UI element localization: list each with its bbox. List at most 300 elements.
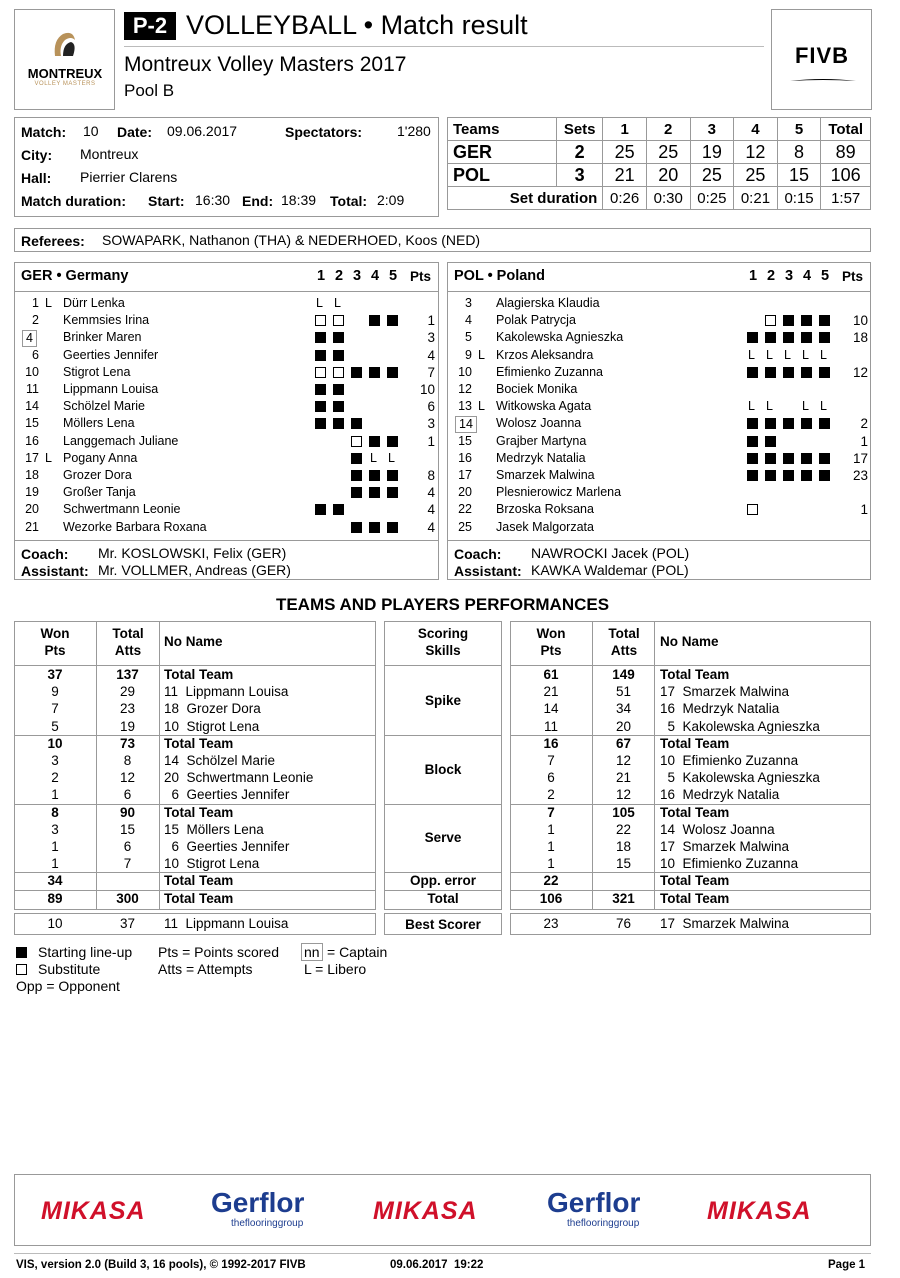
result-cell: 25 [603, 141, 647, 164]
result-head-total: Total [821, 118, 871, 141]
total-label: Total [427, 890, 459, 906]
perf-total: 7 [123, 856, 132, 872]
player-row [15, 347, 435, 364]
player-row [15, 295, 435, 312]
libero-set-mark: L [802, 347, 809, 362]
player-name: Großer Tanja [63, 485, 136, 500]
perf-right-head-won: Won Pts [536, 626, 566, 658]
player-row [15, 501, 435, 518]
starting-square-icon [387, 436, 398, 447]
perf-won: 1 [51, 856, 59, 872]
result-table [447, 117, 871, 210]
perf-total: 137 [116, 667, 139, 682]
libero-set-mark: L [820, 399, 827, 414]
perf-total: 8 [123, 753, 132, 768]
player-row [15, 381, 435, 398]
hall-value: Pierrier Clarens [80, 169, 178, 185]
starting-square-icon [747, 470, 758, 481]
referees-box [14, 228, 871, 252]
perf-won: 14 [543, 701, 559, 717]
result-row-pol [448, 164, 871, 187]
header-divider [124, 46, 764, 47]
perf-won: 3 [51, 821, 59, 837]
perf-total: 300 [116, 890, 139, 906]
starting-square-icon [387, 315, 398, 326]
perf-total: 12 [615, 787, 632, 803]
starting-square-icon [783, 418, 794, 429]
set-duration: 1:57 [821, 187, 871, 210]
spectators-count: 1'280 [397, 123, 431, 139]
result-sets: 2 [557, 141, 603, 164]
perf-total: 90 [119, 804, 136, 820]
montreux-logo-icon [51, 30, 79, 60]
starting-square-icon [351, 418, 362, 429]
perf-total: 12 [119, 770, 136, 786]
perf-won: 5 [51, 718, 59, 734]
player-name: Wezorke Barbara Roxana [63, 519, 207, 534]
player-points: 10 [852, 313, 868, 329]
substitute-square-icon [765, 315, 776, 326]
perf-total: 6 [123, 787, 132, 803]
fivb-logo: FIVB [794, 43, 850, 68]
perf-won: 1 [547, 856, 555, 872]
result-cell: 20 [646, 164, 690, 187]
player-row [15, 415, 435, 432]
result-cell: 25 [646, 141, 690, 164]
perf-head-skills: Scoring Skills [417, 626, 469, 658]
player-row [448, 501, 868, 518]
team-a-set-head-2: 2 [335, 268, 344, 284]
player-name: Polak Patrycja [496, 313, 576, 328]
player-name: Medrzyk Natalia [496, 450, 586, 465]
starting-square-icon [765, 418, 776, 429]
result-cell: 89 [821, 141, 871, 164]
team-a-footer-line [15, 540, 438, 541]
starting-square-icon [747, 418, 758, 429]
perf-player: 5 Kakolewska Agnieszka [660, 770, 820, 786]
perf-player: 14 Wolosz Joanna [660, 821, 775, 837]
team-a-header-line [15, 291, 438, 292]
team-b-coach-label: Coach: [454, 546, 502, 562]
perf-left-head-won: Won Pts [40, 626, 70, 658]
player-number: 16 [458, 450, 472, 465]
result-cell: 8 [777, 141, 821, 164]
match-info-box [14, 117, 439, 217]
player-name: Stigrot Lena [63, 364, 131, 379]
starting-square-icon [801, 470, 812, 481]
player-name: Brzoska Roksana [496, 502, 594, 517]
perf-player: 17 Smarzek Malwina [660, 684, 790, 700]
result-cell: 21 [603, 164, 647, 187]
perf-player: 16 Medrzyk Natalia [660, 701, 780, 717]
team-a-set-head-3: 3 [353, 268, 362, 284]
perf-won: 21 [543, 684, 559, 700]
libero-set-mark: L [370, 450, 377, 465]
starting-square-icon [819, 418, 830, 429]
player-points: 1 [427, 313, 435, 329]
starting-square-icon [369, 487, 380, 498]
starting-square-icon [801, 315, 812, 326]
perf-player: 5 Kakolewska Agnieszka [660, 718, 820, 734]
player-name: Möllers Lena [63, 416, 135, 431]
libero-set-mark: L [748, 399, 755, 414]
player-row [15, 519, 435, 536]
player-number: 9 [465, 347, 472, 362]
player-row [448, 467, 868, 484]
player-row [448, 381, 868, 398]
result-cell: 25 [734, 164, 778, 187]
team-b-set-head-1: 1 [749, 268, 758, 284]
team-b-assistant: KAWKA Waldemar (POL) [531, 562, 689, 578]
player-points: 23 [852, 468, 868, 483]
footer-version: VIS, version 2.0 (Build 3, 16 pools), © 1992-2017 FIVB [16, 1259, 306, 1271]
total-label: Total: [330, 193, 368, 209]
team-a-set-head-5: 5 [389, 268, 398, 284]
result-cell: 25 [690, 164, 734, 187]
starting-square-icon [765, 332, 776, 343]
starting-square-icon [801, 332, 812, 343]
perf-player: 17 Smarzek Malwina [660, 916, 790, 931]
team-a-set-head-4: 4 [371, 268, 380, 284]
spectators-label: Spectators: [285, 124, 363, 140]
perf-won: 2 [51, 770, 59, 786]
libero-flag: L [45, 296, 52, 310]
player-name: Lippmann Louisa [63, 382, 159, 396]
starting-square-icon [333, 350, 344, 361]
player-points: 1 [860, 433, 868, 449]
date-label: Date: [117, 124, 153, 140]
player-name: Kakolewska Agnieszka [496, 330, 624, 345]
player-points: 17 [852, 450, 868, 466]
player-number: 16 [25, 433, 39, 448]
starting-square-icon [315, 418, 326, 429]
player-name: Geerties Jennifer [63, 347, 159, 362]
substitute-square-icon [315, 367, 326, 378]
legend-libero: L = Libero [304, 961, 367, 977]
skill-label: Block [424, 761, 462, 777]
perf-won: 1 [51, 839, 59, 854]
starting-square-icon [747, 436, 758, 447]
starting-square-icon [333, 384, 344, 395]
player-number: 17 [25, 450, 39, 465]
player-row [448, 450, 868, 467]
player-row [15, 450, 435, 467]
player-row [448, 364, 868, 381]
skill-label: Spike [424, 692, 462, 708]
perf-player: Total Team [164, 873, 234, 889]
perf-player: Total Team [164, 667, 234, 682]
starting-square-icon [801, 453, 812, 464]
perf-total: 37 [119, 916, 136, 931]
perf-player: 11 Lippmann Louisa [164, 916, 289, 931]
result-header-row [448, 118, 871, 141]
starting-square-icon [333, 401, 344, 412]
set-duration-row [448, 187, 871, 210]
player-number: 2 [32, 313, 39, 328]
player-row [15, 364, 435, 381]
libero-set-mark: L [388, 450, 395, 465]
perf-player: 10 Efimienko Zuzanna [660, 753, 799, 768]
perf-won: 61 [543, 667, 559, 682]
perf-won: 23 [543, 916, 559, 931]
city-label: City: [21, 147, 53, 163]
perf-total: 21 [615, 770, 632, 786]
result-cell: 106 [821, 164, 871, 187]
player-number: 19 [25, 485, 39, 500]
player-number: 14 [25, 399, 39, 414]
starting-square-icon [369, 436, 380, 447]
team-b-set-head-3: 3 [785, 268, 794, 284]
set-duration: 0:21 [734, 187, 778, 210]
player-name: Witkowska Agata [496, 399, 592, 414]
starting-square-icon [333, 504, 344, 515]
player-row [448, 415, 868, 432]
starting-square-icon [819, 332, 830, 343]
team-b-set-head-2: 2 [767, 268, 776, 284]
perf-total: 29 [119, 684, 136, 700]
team-b-pts-head: Pts [842, 269, 864, 284]
row-divider [384, 665, 502, 666]
set-duration-label: Set duration [448, 187, 603, 210]
substitute-icon [16, 964, 27, 975]
libero-set-mark: L [784, 347, 791, 362]
perf-player: 11 Lippmann Louisa [164, 684, 289, 700]
result-head-set3: 3 [690, 118, 734, 141]
player-points: 2 [860, 416, 868, 432]
sponsor-gerflor-2: Gerflor [547, 1187, 641, 1218]
perf-total: 19 [119, 718, 136, 734]
libero-flag: L [478, 347, 485, 362]
player-name: Krzos Aleksandra [496, 347, 594, 362]
player-number: 17 [458, 468, 472, 482]
perf-won: 1 [51, 787, 59, 803]
starting-square-icon [333, 418, 344, 429]
player-number: 10 [25, 364, 39, 379]
player-name: Pogany Anna [63, 450, 138, 465]
player-number: 5 [465, 330, 472, 345]
starting-square-icon [369, 522, 380, 533]
team-b-set-head-5: 5 [821, 268, 830, 284]
starting-square-icon [801, 367, 812, 378]
starting-square-icon [387, 487, 398, 498]
footer-page: Page 1 [828, 1259, 866, 1271]
libero-set-mark: L [748, 347, 755, 362]
perf-player: 20 Schwertmann Leonie [164, 770, 314, 786]
player-row [15, 484, 435, 501]
player-row [448, 398, 868, 415]
perf-won: 106 [539, 890, 563, 906]
starting-square-icon [369, 470, 380, 481]
team-a-assistant: Mr. VOLLMER, Andreas (GER) [98, 562, 291, 578]
player-name: Smarzek Malwina [496, 468, 595, 482]
perf-player: Total Team [164, 804, 234, 820]
result-cell: 12 [734, 141, 778, 164]
starting-square-icon [369, 315, 380, 326]
perf-right-head-no-name: No Name [660, 634, 719, 649]
player-points: 12 [852, 364, 868, 380]
footer-line [14, 1253, 871, 1254]
match-label: Match: [21, 124, 67, 140]
perf-player: 10 Efimienko Zuzanna [660, 856, 799, 872]
hall-label: Hall: [21, 170, 52, 186]
perf-player: Total Team [660, 735, 730, 751]
perf-won: 6 [547, 770, 555, 786]
player-number: 14 [455, 416, 477, 433]
player-name: Schwertmann Leonie [63, 502, 181, 517]
libero-set-mark: L [820, 347, 827, 362]
starting-square-icon [783, 367, 794, 378]
starting-square-icon [819, 315, 830, 326]
city-value: Montreux [80, 146, 139, 162]
player-name: Grozer Dora [63, 468, 132, 482]
player-points: 3 [427, 330, 435, 346]
player-name: Jasek Malgorzata [496, 519, 594, 534]
perf-player: 6 Geerties Jennifer [164, 787, 290, 803]
substitute-square-icon [333, 367, 344, 378]
player-name: Plesnierowicz Marlena [496, 485, 622, 500]
starting-square-icon [747, 367, 758, 378]
team-a-assistant-label: Assistant: [21, 563, 89, 579]
player-number: 20 [458, 485, 472, 500]
player-points: 4 [427, 485, 435, 501]
libero-flag: L [45, 450, 52, 465]
team-a-pts-head: Pts [410, 269, 432, 284]
perf-player: 16 Medrzyk Natalia [660, 787, 780, 803]
libero-set-mark: L [334, 296, 341, 310]
player-number: 4 [22, 330, 37, 347]
perf-total: 67 [615, 735, 632, 751]
result-row-ger [448, 141, 871, 164]
perf-won: 8 [51, 804, 59, 820]
team-b-coach: NAWROCKI Jacek (POL) [531, 545, 690, 561]
perf-player: 10 Stigrot Lena [164, 718, 260, 734]
player-name: Bociek Monika [496, 382, 578, 396]
result-head-set2: 2 [646, 118, 690, 141]
perf-total: 321 [612, 890, 635, 906]
player-number: 18 [25, 468, 39, 482]
starting-square-icon [387, 367, 398, 378]
starting-square-icon [765, 453, 776, 464]
perf-won: 1 [547, 839, 555, 854]
perf-total: 76 [615, 916, 632, 931]
team-a-box [14, 262, 439, 580]
substitute-square-icon [747, 504, 758, 515]
player-number: 12 [458, 382, 472, 396]
perf-player: Total Team [660, 873, 730, 889]
set-duration: 0:26 [603, 187, 647, 210]
perf-won: 37 [47, 667, 63, 682]
player-points: 4 [427, 519, 435, 535]
set-duration: 0:25 [690, 187, 734, 210]
player-number: 15 [25, 416, 39, 431]
starting-square-icon [315, 332, 326, 343]
perf-won: 3 [51, 753, 59, 768]
perf-total: 23 [119, 701, 136, 717]
legend-atts: Atts = Attempts [158, 961, 253, 977]
perf-total: 12 [615, 753, 632, 768]
player-row [15, 329, 435, 346]
team-b-assistant-label: Assistant: [454, 563, 522, 579]
perf-total: 34 [615, 701, 632, 717]
starting-square-icon [819, 470, 830, 481]
starting-square-icon [783, 470, 794, 481]
starting-square-icon [351, 470, 362, 481]
logo-left-line1: MONTREUX [27, 66, 103, 81]
player-row [15, 433, 435, 450]
player-points: 4 [427, 502, 435, 518]
team-a-name: GER • Germany [21, 268, 129, 284]
fivb-swoosh-icon [790, 70, 856, 76]
starting-square-icon [369, 367, 380, 378]
perf-won: 10 [47, 916, 63, 931]
player-points: 1 [860, 502, 868, 518]
perf-won: 89 [47, 890, 63, 906]
result-head-set1: 1 [603, 118, 647, 141]
perf-player: 6 Geerties Jennifer [164, 839, 290, 854]
report-title: VOLLEYBALL • Match result [186, 10, 528, 40]
perf-player: 14 Schölzel Marie [164, 753, 276, 768]
perf-won: 1 [547, 821, 555, 837]
team-a-coach-label: Coach: [21, 546, 69, 562]
player-name: Brinker Maren [63, 330, 142, 345]
logo-left-line2: VOLLEY MASTERS [34, 81, 96, 87]
starting-square-icon [747, 453, 758, 464]
libero-set-mark: L [802, 399, 809, 414]
report-code: P-2 [124, 12, 176, 40]
player-number: 21 [25, 519, 39, 534]
referees-names: SOWAPARK, Nathanon (THA) & NEDERHOED, Koos (NED) [102, 232, 481, 248]
result-team: GER [448, 141, 557, 164]
footer-datetime: 09.06.2017 19:22 [390, 1259, 484, 1271]
player-row [15, 467, 435, 484]
result-cell: 15 [777, 164, 821, 187]
starting-square-icon [783, 315, 794, 326]
row-divider [384, 804, 502, 805]
starting-square-icon [351, 367, 362, 378]
perf-total: 18 [615, 839, 632, 854]
perf-won: 7 [51, 701, 59, 717]
perf-won: 9 [51, 684, 59, 700]
player-row [448, 295, 868, 312]
player-number: 3 [465, 296, 472, 310]
legend-opp: Opp = Opponent [16, 978, 120, 994]
player-points: 1 [427, 433, 435, 449]
sponsor-bar [14, 1174, 871, 1246]
perf-player: Total Team [660, 667, 730, 682]
perf-player: Total Team [660, 804, 730, 820]
legend-captain: = Captain [327, 944, 388, 960]
perf-won: 7 [547, 753, 555, 768]
player-points: 3 [427, 416, 435, 432]
sponsor-mikasa-2: MIKASA [373, 1197, 478, 1225]
team-b-name: POL • Poland [454, 268, 546, 284]
perf-player: 10 Stigrot Lena [164, 856, 260, 872]
team-b-box [447, 262, 871, 580]
team-a-coach: Mr. KOSLOWSKI, Felix (GER) [98, 545, 287, 561]
logo-left-box [14, 9, 115, 110]
player-number: 15 [458, 433, 472, 448]
player-name: Schölzel Marie [63, 399, 145, 414]
starting-square-icon [351, 522, 362, 533]
opp-error-label: Opp. error [409, 873, 476, 889]
best-scorer-label: Best Scorer [405, 917, 481, 932]
result-head-set4: 4 [734, 118, 778, 141]
pool-name: Pool B [124, 81, 175, 100]
sponsor-gerflor-sub-1: theflooringgroup [231, 1218, 304, 1229]
perf-total: 105 [612, 804, 635, 820]
player-number: 10 [458, 364, 472, 379]
starting-square-icon [765, 367, 776, 378]
